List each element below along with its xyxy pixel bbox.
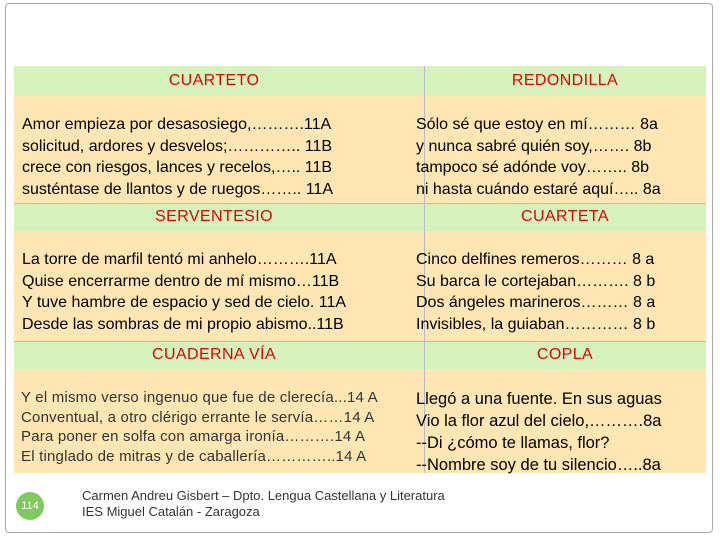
verse-line: Su barca le cortejaban………. 8 b (416, 272, 656, 290)
cell-heading-serventesio: SERVENTESIO (155, 208, 273, 225)
verse-line: crece con riesgos, lances y recelos,….. 11B (22, 159, 333, 176)
stanza-copla (416, 388, 662, 476)
verse-line: Conventual, a otro clérigo errante le servía……14 A (21, 408, 375, 426)
verse-line: y nunca sabré quién soy,……. 8b (416, 137, 652, 155)
verse-line: Invisibles, la guiaban………… 8 b (416, 315, 656, 333)
cell-heading-copla: COPLA (536, 346, 594, 363)
verse-line: solicitud, ardores y desvelos;………….. 11B (22, 137, 333, 155)
verse-line: Quise encerrarme dentro de mí mismo…11B (22, 272, 340, 290)
row-divider (14, 341, 706, 342)
verse-line: Y tuve hambre de espacio y sed de cielo. 11A (22, 294, 347, 311)
verse-line: ni hasta cuándo estaré aquí….. 8a (416, 180, 661, 198)
stanza-cuaderna-via (21, 388, 378, 466)
verse-line: Desde las sombras de mi propio abismo..11B (22, 315, 344, 333)
stanza-table (14, 66, 706, 473)
stanza-cuarteta (416, 249, 655, 335)
verse-line: El tinglado de mitras y de caballería…………..14 A (21, 447, 367, 465)
verse-line: Amor empieza por desasosiego,……….11A (22, 116, 332, 133)
verse-line: tampoco sé adónde voy…….. 8b (416, 159, 650, 176)
page-number-badge: 114 (16, 492, 44, 520)
verse-line: Llegó a una fuente. En sus aguas (416, 390, 662, 408)
verse-line: Y el mismo verso ingenuo que fue de clerecía...14 A (21, 389, 378, 406)
verse-line: Cinco delfines remeros……… 8 a (416, 251, 655, 268)
verse-line: Vio la flor azul del cielo,……….8a (416, 412, 662, 430)
cell-heading-redondilla: REDONDILLA (511, 72, 619, 89)
verse-line: Para poner en solfa con amarga ironía……….14 A (21, 428, 366, 445)
stanza-redondilla (416, 114, 661, 200)
verse-line: Sólo sé que estoy en mí……… 8a (416, 116, 658, 133)
cell-heading-cuarteto: CUARTETO (168, 72, 260, 89)
credit-line: Carmen Andreu Gisbert – Dpto. Lengua Castellana y Literatura (82, 488, 445, 503)
verse-line: Dos ángeles marineros……… 8 a (416, 294, 656, 311)
verse-line: --Nombre soy de tu silencio…..8a (416, 456, 661, 474)
credit-line: IES Miguel Catalán - Zaragoza (82, 504, 260, 519)
cell-heading-cuaderna-via: CUADERNA VÍA (152, 346, 276, 363)
stanza-serventesio (22, 249, 346, 335)
verse-line: La torre de marfil tentó mi anhelo……….11A (22, 251, 337, 268)
row-divider (14, 203, 706, 204)
stanza-cuarteto (22, 114, 333, 200)
cell-heading-cuarteta: CUARTETA (521, 208, 609, 225)
verse-line: susténtase de llantos y de ruegos…….. 11A (22, 180, 333, 198)
verse-line: --Di ¿cómo te llamas, flor? (416, 434, 610, 452)
author-credit (82, 488, 445, 520)
